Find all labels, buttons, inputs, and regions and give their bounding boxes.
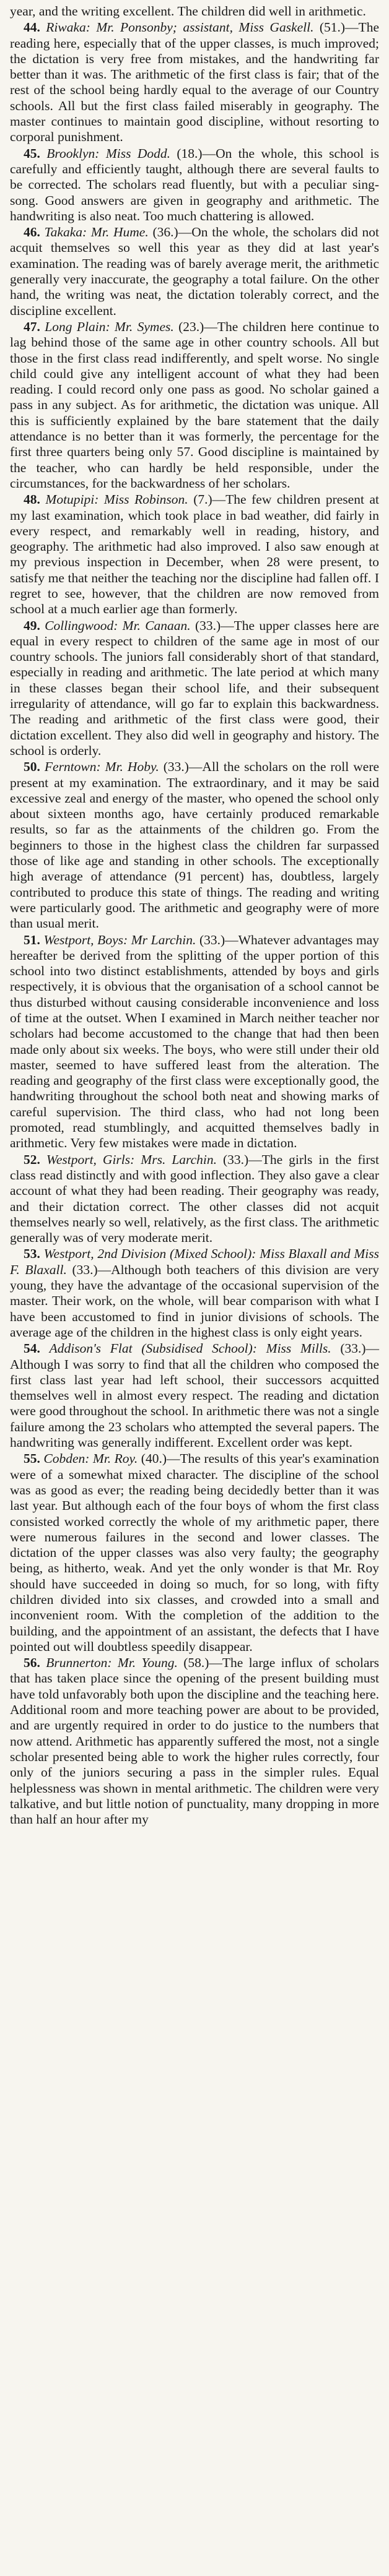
paragraph: [10, 146, 379, 224]
item-number: 47.: [24, 319, 40, 334]
item-number: 45.: [24, 145, 40, 161]
item-number: 48.: [24, 492, 40, 507]
paragraph: [10, 1341, 379, 1450]
paragraph-text: (33.)—The upper classes here are equal in every respect to children of the same age in most of our country schools. The juniors fall considerably short of that standard, especially in reading and arithmetic. The late period at which many in these classes began their school life, and their subsequent irregularity of attendance, will go far to explain this backwardness. The reading and arithmetic of the first class were good, their dictation excellent. They also did well in geography and history. The school is orderly.: [10, 618, 380, 758]
paragraph: [10, 225, 379, 319]
paragraph-text: (33.)—All the scholars on the roll were present at my examination. The extraordinary, and it may be said excessive zeal and energy of the master, who opened the school only about sixteen months ago, have certainly produced remarkable results, so far as the attainments of the children go. From the beginners to those in the highest class the children far surpassed those of like age and standing in other schools. The exceptionally high average of attendance (91 percent) has, doubtless, largely contributed to produce this state of things. The reading and writing were particularly good. The arithmetic and geography were of more than usual merit.: [10, 759, 380, 931]
paragraph-text: (23.)—The children here continue to lag behind those of the same age in other country schools. All but those in the first class read indifferently, and spelt worse. No single child could give any intelligent account of what they had been reading. I could record only one pass as good. No scholar gained a pass in any subject. As for arithmetic, the dictation was unique. All this is sufficiently explained by the bare statement that the daily attendance is no better than it was formerly, the percentage for the first three quarters being only 57. Good discipline is maintained by the teacher, who can hardly be held responsible, under the circumstances, for the backwardness of her scholars.: [10, 319, 379, 491]
paragraph-text: (51.)—The reading here, especially that of the upper classes, is much improved; the dictation is very free from mistakes, and the handwriting far better than it was. The arithmetic of the first class is fair; that of the rest of the school being hardly equal to the average of our Country schools. All but the first class failed miserably in geography. The master continues to maintain good discipline, without resorting to corporal punishment.: [10, 20, 380, 145]
paragraph: [10, 1451, 379, 1655]
paragraph-text: year, and the writing excellent. The children did well in arithmetic.: [10, 4, 366, 19]
paragraph-text: (7.)—The few children present at my last examination, which took place in bad weather, did fairly in every respect, and remarkably well in reading, history, and geography. The arithmetic had also improved. I also saw enough at my previous inspection in December, when 28 were present, to satisfy me that neither the teaching nor the discipline had fallen off. I regret to see, however, that the children are now removed from school at a much earlier age than formerly.: [10, 492, 379, 617]
paragraph: [10, 759, 379, 931]
school-heading: Westport, Boys: Mr Larchin.: [43, 932, 196, 947]
school-heading: Brooklyn: Miss Dodd.: [46, 145, 170, 161]
item-number: 56.: [24, 1655, 40, 1671]
school-heading: Riwaka: Mr. Ponsonby; assistant, Miss Gaskell.: [46, 20, 314, 35]
item-number: 49.: [24, 618, 40, 633]
paragraph-text: (40.)—The results of this year's examination were of a somewhat mixed character. The discipline of the school was as good as ever; the reading being decidedly better than it was last year. But although each of the four boys of whom the first class consisted worked correctly the whole of my arithmetic paper, there were numerous failures in the second and lower classes. The dictation of the upper classes was also very faulty; the geography being, as hitherto, weak. And yet the only wonder is that Mr. Roy should have succeeded in doing so much, for so long, with fifty children divided into six classes, and crowded into a small and inconvenient room. With the completion of the addition to the building, and the appointment of an assistant, the defects that I have pointed out will doubtless speedily disappear.: [10, 1451, 380, 1654]
paragraph-text: (33.)—Although both teachers of this division are very young, they have the advantage of the occasional supervision of the master. Their work, on the whole, will bear comparison with what I have been accustomed to find in junior divisions of schools. The average age of the children in the highest class is only eight years.: [10, 1262, 380, 1340]
school-heading: Addison's Flat (Subsidised School): Miss Mills.: [49, 1341, 331, 1356]
paragraph: [10, 1655, 379, 1827]
paragraph: [10, 1152, 379, 1246]
item-number: 44.: [24, 20, 40, 35]
school-heading: Westport, 2nd Division (Mixed School): Miss Blaxall and Miss F. Blaxall.: [10, 1246, 380, 1277]
school-heading: Ferntown: Mr. Hoby.: [44, 759, 159, 775]
paragraph: [10, 618, 379, 759]
paragraph-text: (36.)—On the whole, the scholars did not acquit themselves so well this year as they did at last year's examination. The reading was of barely average merit, the arithmetic generally very inaccurate, the geography a total failure. On the other hand, the writing was neat, the dictation tolerably correct, and the discipline excellent.: [10, 225, 380, 318]
item-number: 46.: [24, 225, 40, 240]
school-heading: Long Plain: Mr. Symes.: [45, 319, 174, 334]
paragraph: [10, 933, 379, 1152]
school-heading: Brunnerton: Mr. Young.: [46, 1655, 178, 1671]
item-number: 55.: [24, 1451, 40, 1467]
paragraph: [10, 319, 379, 491]
paragraph-text: (33.)—The girls in the first class read distinctly and with good inflection. They also gave a clear account of what they had been reading. Their geography was ready, and their dictation correct. The other classes did not acquit themselves nearly so well, relatively, as the first class. The arithmetic generally was of very moderate merit.: [10, 1152, 380, 1246]
item-number: 50.: [24, 759, 40, 775]
item-number: 53.: [24, 1246, 40, 1262]
paragraph-text: (33.)—Although I was sorry to find that all the children who composed the first class last year had left school, their successors acquitted themselves well in almost every respect. The reading and dictation were good throughout the school. In arithmetic there was not a single failure among the 23 scholars who attempted the several papers. The handwriting was generally indifferent. Excellent order was kept.: [10, 1341, 380, 1450]
paragraph-text: (18.)—On the whole, this school is carefully and efficiently taught, although there are several faults to be corrected. The scholars read fluently, but with a peculiar sing-song. Good answers are given in geography and arithmetic. The handwriting is also neat. Too much chattering is allowed.: [10, 145, 379, 223]
paragraph: [10, 492, 379, 617]
paragraph: [10, 4, 379, 19]
paragraph-text: (33.)—Whatever advantages may hereafter be derived from the splitting of the upper portion of this school into two distinct establishments, attended by boys and girls respectively, it is obvious that the organisation of a school cannot be thus disturbed without causing considerable inconvenience and loss of time at the outset. When I examined in March neither teacher nor scholars had become accustomed to the change that had then been made only about six weeks. The boys, who were still under their old master, seemed to have suffered least from the alteration. The reading and geography of the first class were exceptionally good, the handwriting throughout the school both neat and showing marks of careful supervision. The third class, who had not long been promoted, read stumblingly, and acquitted themselves badly in arithmetic. Very few mistakes were made in dictation.: [10, 932, 380, 1151]
item-number: 54.: [24, 1341, 40, 1356]
school-heading: Cobden: Mr. Roy.: [43, 1451, 138, 1467]
school-heading: Takaka: Mr. Hume.: [44, 225, 149, 240]
item-number: 52.: [24, 1152, 40, 1167]
paragraph: [10, 1246, 379, 1340]
paragraph: [10, 20, 379, 145]
paragraph-text: (58.)—The large influx of scholars that has taken place since the opening of the present building must have told unfavorably both upon the discipline and the teaching here. Additional room and more teaching power are about to be provided, and are urgently required in order to do justice to the numbers that now attend. Arithmetic has apparently suffered the most, not a single scholar presented being able to work the higher rules correctly, four only of the juniors securing a pass in the simpler rules. Equal helplessness was shown in mental arithmetic. The children were very talkative, and but little notion of punctuality, many dropping in more than half an hour after my: [10, 1655, 380, 1827]
school-heading: Collingwood: Mr. Canaan.: [45, 618, 191, 633]
school-heading: Westport, Girls: Mrs. Larchin.: [46, 1152, 217, 1167]
school-heading: Motupipi: Miss Robinson.: [45, 492, 188, 507]
item-number: 51.: [24, 932, 40, 947]
